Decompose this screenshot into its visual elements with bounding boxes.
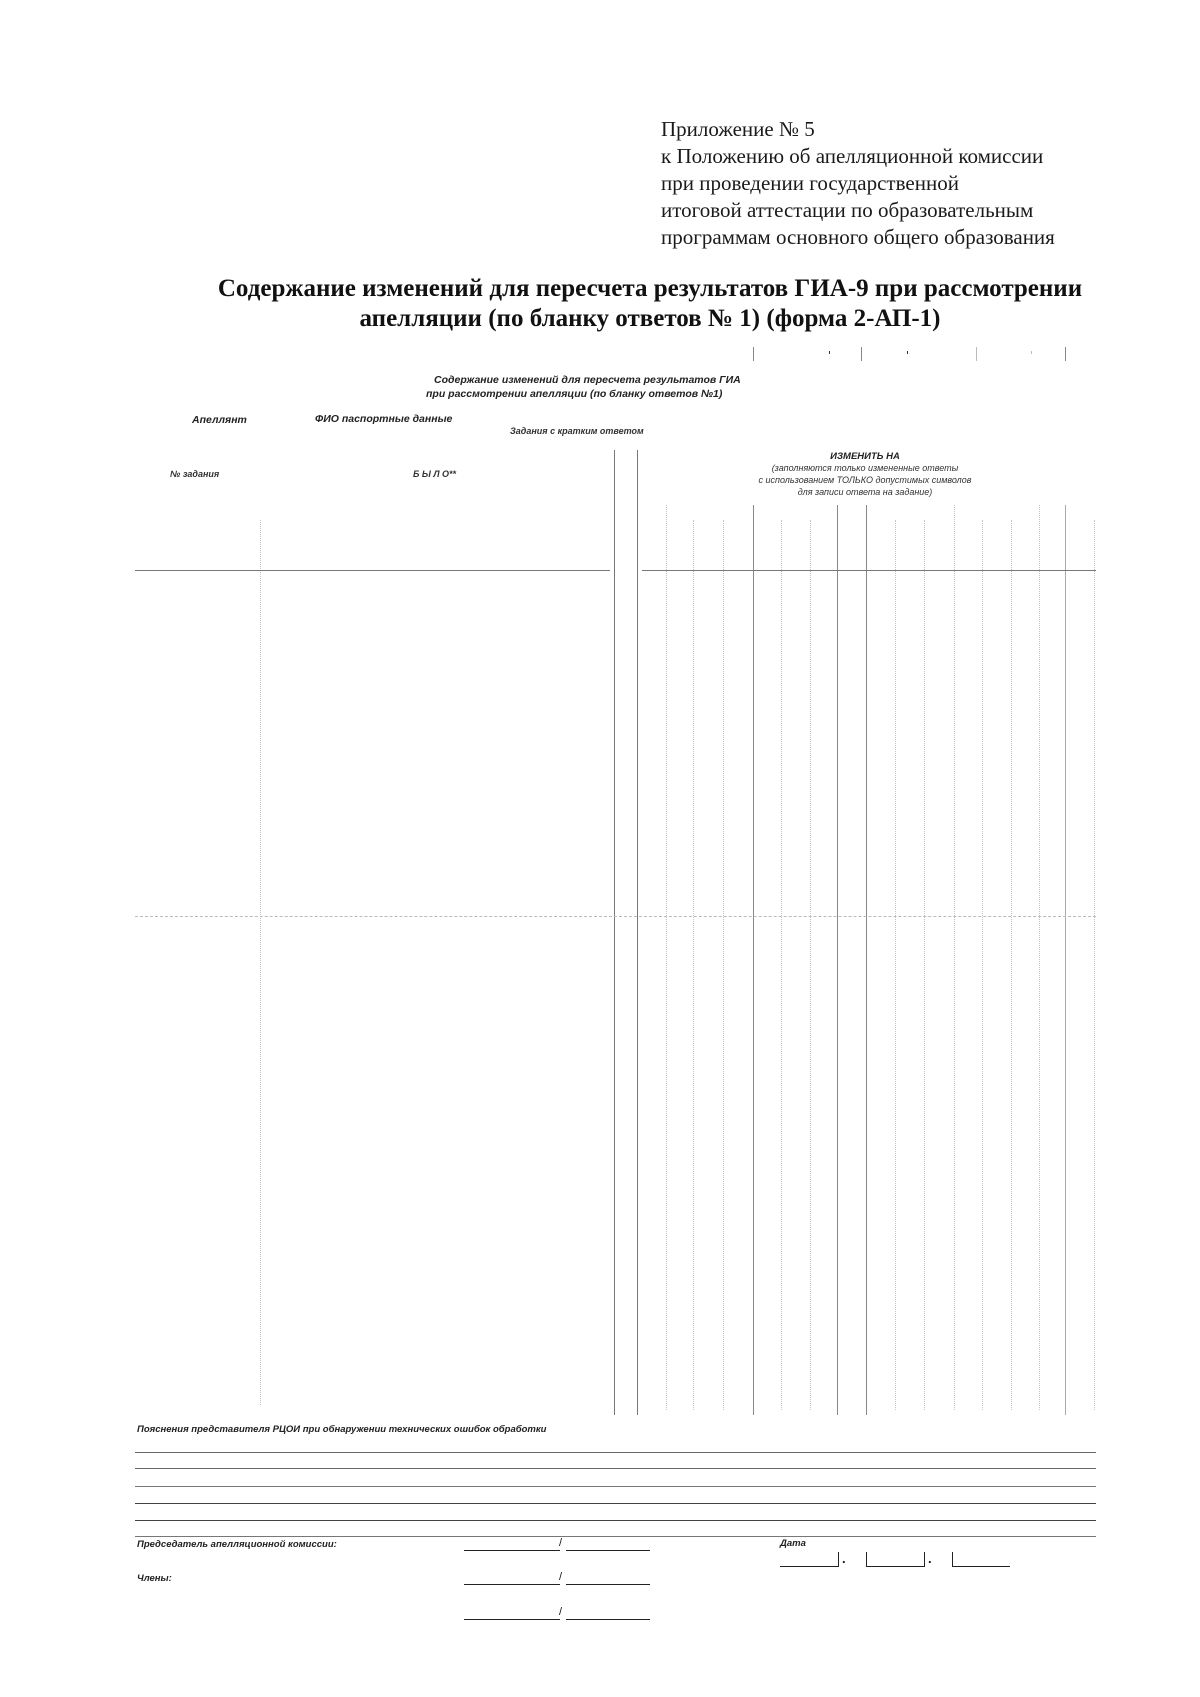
table-divider <box>614 450 615 1415</box>
explanation-line[interactable] <box>135 1452 1096 1453</box>
column-guide <box>723 520 724 1410</box>
change-note-line: для записи ответа на задание) <box>797 487 933 497</box>
column-guide <box>693 520 694 1410</box>
explanation-line[interactable] <box>135 1520 1096 1521</box>
cell-divider <box>753 505 754 1415</box>
explanation-line[interactable] <box>135 1486 1096 1487</box>
column-guide <box>1011 520 1012 1410</box>
explanation-line[interactable] <box>135 1536 1096 1537</box>
column-guide <box>1094 520 1095 1410</box>
members-label: Члены: <box>137 1573 172 1584</box>
column-guide <box>260 520 261 1405</box>
was-header: Б Ы Л О** <box>413 469 457 479</box>
column-guide <box>666 505 667 1410</box>
chairman-label: Председатель апелляционной комиссии: <box>137 1539 337 1550</box>
appendix-line: программам основного общего образования <box>661 225 1055 249</box>
date-dot: . <box>842 1551 846 1566</box>
day-field[interactable] <box>780 1566 838 1567</box>
appellant-label: Апеллянт <box>192 414 247 426</box>
slash-separator: / <box>559 1606 563 1618</box>
table-divider <box>637 450 638 1415</box>
document-title-line: апелляции (по бланку ответов № 1) (форма 2-АП-1) <box>359 305 941 332</box>
column-guide <box>954 505 955 1410</box>
cell-divider <box>837 505 838 1415</box>
name-line[interactable] <box>566 1550 650 1551</box>
form-heading-line2: при рассмотрении апелляции (по бланку ответов №1) <box>426 388 723 400</box>
explanation-line[interactable] <box>135 1503 1096 1504</box>
cell-divider <box>1065 505 1066 1415</box>
column-guide <box>1039 505 1040 1410</box>
date-dot: . <box>928 1551 932 1566</box>
date-label: Дата <box>780 1538 806 1549</box>
name-line[interactable] <box>566 1584 650 1585</box>
short-answer-label: Задания с кратким ответом <box>510 426 644 436</box>
column-guide <box>895 520 896 1410</box>
appendix-reference <box>661 116 1055 251</box>
year-field[interactable] <box>952 1566 1010 1567</box>
signature-line[interactable] <box>464 1584 560 1585</box>
signature-line[interactable] <box>464 1619 560 1620</box>
document-title <box>100 274 1200 334</box>
slash-separator: / <box>559 1537 563 1549</box>
column-guide <box>810 520 811 1410</box>
task-number-header: № задания <box>170 469 220 479</box>
change-to-header: ИЗМЕНИТЬ НА <box>830 451 900 462</box>
document-title-line: Содержание изменений для пересчета результатов ГИА-9 при рассмотрении <box>217 275 1083 302</box>
appendix-line: итоговой аттестации по образовательным <box>661 198 1034 222</box>
table-row-line <box>642 570 1096 571</box>
form-heading-line1: Содержание изменений для пересчета результатов ГИА <box>434 374 741 386</box>
fio-label: ФИО паспортные данные <box>315 413 453 425</box>
change-note-line: (заполняются только измененные ответы <box>771 463 959 473</box>
explanation-line[interactable] <box>135 1468 1096 1469</box>
appendix-line: к Положению об апелляционной комиссии <box>661 144 1044 168</box>
slash-separator: / <box>559 1571 563 1583</box>
appendix-line: Приложение № 5 <box>661 117 815 141</box>
appendix-line: при проведении государственной <box>661 171 959 195</box>
signature-line[interactable] <box>464 1550 560 1551</box>
cell-divider <box>866 505 867 1415</box>
table-row-line <box>135 916 1096 917</box>
column-guide <box>982 520 983 1410</box>
table-row-line <box>135 570 610 571</box>
name-line[interactable] <box>566 1619 650 1620</box>
column-guide <box>924 520 925 1410</box>
explanations-label: Пояснения представителя РЦОИ при обнаружении технических ошибок обработки <box>137 1424 547 1435</box>
column-guide <box>781 520 782 1410</box>
month-field[interactable] <box>866 1566 924 1567</box>
change-note-line: с использованием ТОЛЬКО допустимых символов <box>758 475 972 485</box>
